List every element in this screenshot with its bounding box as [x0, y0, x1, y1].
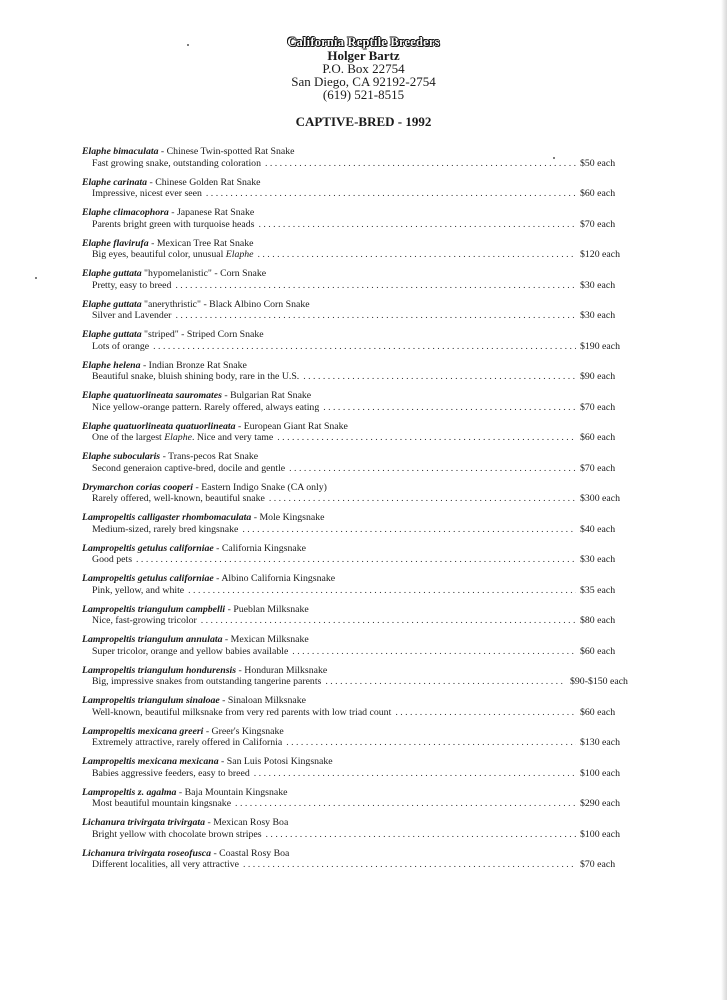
species-heading	[82, 329, 642, 341]
species-heading	[82, 360, 642, 372]
species-heading	[82, 695, 642, 707]
species-heading	[82, 512, 642, 524]
scientific-name: Elaphe helena	[82, 359, 141, 371]
common-name: - Japanese Rat Snake	[168, 207, 255, 218]
description-line	[82, 158, 642, 170]
species-heading	[82, 451, 642, 463]
scientific-name: Lichanura trivirgata trivirgata	[82, 817, 206, 828]
price: $50 each	[580, 157, 616, 169]
document-title: CAPTIVE-BRED - 1992	[295, 114, 432, 129]
species-heading	[82, 146, 642, 158]
description-line	[82, 432, 642, 444]
list-item	[82, 695, 642, 726]
description: Nice, fast-growing tricolor	[92, 615, 197, 626]
species-heading	[82, 665, 642, 677]
scientific-name: Elaphe subocularis	[82, 451, 161, 462]
list-item	[82, 390, 642, 421]
description-line	[82, 829, 642, 841]
description: Good pets	[92, 554, 133, 565]
description-line	[82, 707, 642, 719]
scientific-name: Lampropeltis mexicana greeri	[82, 725, 204, 737]
scientific-name: Elaphe flavirufa	[82, 237, 149, 249]
scientific-name: Lampropeltis triangulum sinaloae	[82, 695, 220, 706]
price: $100 each	[580, 828, 620, 840]
description-line	[82, 188, 642, 200]
common-name: - European Giant Rat Snake	[235, 420, 348, 432]
genus-emphasis: Elaphe	[225, 249, 254, 260]
common-name: - Honduran Milksnake	[236, 664, 328, 676]
list-item	[82, 451, 642, 482]
scientific-name: Lichanura trivirgata roseofusca	[82, 847, 212, 859]
dot-leader	[254, 768, 576, 780]
species-heading	[82, 848, 642, 860]
price: $190 each	[580, 340, 620, 352]
common-name: - Chinese Twin-spotted Rat Snake	[158, 146, 295, 157]
list-item	[82, 787, 642, 818]
list-item	[82, 604, 642, 635]
address-line-2: San Diego, CA 92192-2754	[291, 74, 436, 89]
description-line	[82, 798, 642, 810]
company-name: California Reptile Breeders	[287, 35, 440, 49]
species-heading	[82, 756, 642, 768]
description: Super tricolor, orange and yellow babies available	[92, 645, 289, 657]
list-item	[82, 146, 642, 177]
description: Different localities, all very attractive	[92, 859, 239, 870]
dot-leader	[235, 798, 576, 810]
scan-shadow-edge	[721, 0, 727, 1000]
price: $90 each	[580, 371, 616, 382]
common-name: - Trans-pecos Rat Snake	[160, 451, 259, 462]
description: Babies aggressive feeders, easy to breed	[92, 767, 250, 779]
scientific-name: Lampropeltis z. agalma	[82, 786, 177, 798]
common-name: "striped" - Striped Corn Snake	[141, 329, 264, 340]
description: Impressive, nicest ever seen	[92, 188, 202, 199]
dot-leader	[242, 524, 576, 536]
description-line	[82, 249, 642, 261]
description-line	[82, 280, 642, 292]
dot-leader	[303, 371, 576, 383]
dot-leader	[269, 493, 576, 505]
description-line	[82, 310, 642, 322]
scientific-name: Lampropeltis triangulum annulata	[82, 634, 223, 645]
species-heading	[82, 238, 642, 250]
scientific-name: Drymarchon corias cooperi	[82, 481, 194, 493]
list-item	[82, 238, 642, 269]
species-heading	[82, 543, 642, 555]
dot-leader	[153, 341, 576, 353]
description-line	[82, 615, 642, 627]
description-line	[82, 402, 642, 414]
phone-number: (619) 521-8515	[322, 87, 405, 102]
scientific-name: Lampropeltis getulus californiae	[82, 542, 214, 554]
scientific-name: Elaphe guttata	[82, 298, 142, 310]
common-name: - Indian Bronze Rat Snake	[140, 359, 247, 371]
price: $130 each	[580, 737, 620, 748]
dot-leader	[292, 646, 576, 658]
common-name: - Chinese Golden Rat Snake	[147, 176, 261, 188]
price: $60 each	[580, 706, 616, 718]
snake-price-list	[82, 146, 642, 878]
species-heading	[82, 268, 642, 280]
description: Extremely attractive, rarely offered in California	[92, 737, 283, 748]
price: $100 each	[580, 767, 620, 779]
owner-name: Holger Bartz	[327, 48, 400, 63]
species-heading	[82, 299, 642, 311]
list-item	[82, 817, 642, 848]
scientific-name: Elaphe climacophora	[82, 207, 169, 218]
common-name: - Mexican Milksnake	[222, 634, 309, 645]
paper-speck	[35, 277, 37, 279]
common-name: - Eastern Indigo Snake (CA only)	[193, 481, 327, 493]
common-name: - California Kingsnake	[213, 542, 306, 554]
species-heading	[82, 817, 642, 829]
list-item	[82, 665, 642, 696]
list-item	[82, 756, 642, 787]
price: $60 each	[580, 645, 616, 657]
common-name: - Coastal Rosy Boa	[211, 847, 290, 859]
common-name: - Mexican Tree Rat Snake	[148, 237, 254, 249]
letterhead	[0, 36, 727, 101]
address-line-1: P.O. Box 22754	[322, 61, 405, 76]
description: Beautiful snake, bluish shining body, rare in the U.S.	[92, 371, 300, 382]
description-line	[82, 859, 642, 871]
dot-leader	[206, 188, 576, 200]
list-item	[82, 726, 642, 757]
description: Big eyes, beautiful color, unusual Elaphe	[92, 249, 254, 260]
description-line	[82, 585, 642, 597]
description-line	[82, 219, 642, 231]
scientific-name: Elaphe carinata	[82, 176, 148, 188]
common-name: - Bulgarian Rat Snake	[221, 390, 312, 401]
list-item	[82, 482, 642, 513]
list-item	[82, 207, 642, 238]
description-line	[82, 493, 642, 505]
scientific-name: Lampropeltis getulus californiae	[82, 573, 214, 584]
list-item	[82, 634, 642, 665]
description-line	[82, 524, 642, 536]
price: $60 each	[580, 432, 616, 443]
description-line	[82, 371, 642, 383]
price: $80 each	[580, 615, 616, 626]
description: Second generaion captive-bred, docile and gentle	[92, 462, 286, 474]
description-line	[82, 676, 642, 688]
dot-leader	[395, 707, 576, 719]
common-name: - Pueblan Milksnake	[225, 603, 309, 615]
dot-leader	[201, 615, 576, 627]
description: Pink, yellow, and white	[92, 584, 185, 596]
common-name: - Baja Mountain Kingsnake	[176, 786, 288, 798]
description: Well-known, beautiful milksnake from very red parents with low triad count	[92, 706, 392, 718]
dot-leader	[136, 554, 576, 566]
scientific-name: Elaphe bimaculata	[82, 146, 159, 157]
species-heading	[82, 726, 642, 738]
price: $30 each	[580, 310, 616, 321]
price: $70 each	[580, 218, 616, 230]
species-heading	[82, 604, 642, 616]
list-item	[82, 268, 642, 299]
species-heading	[82, 573, 642, 585]
list-item	[82, 329, 642, 360]
common-name: - Mexican Rosy Boa	[205, 817, 289, 828]
price: $300 each	[580, 493, 620, 504]
scientific-name: Lampropeltis triangulum campbelli	[82, 603, 226, 615]
species-heading	[82, 207, 642, 219]
dot-leader	[258, 219, 576, 231]
scientific-name: Lampropeltis triangulum hondurensis	[82, 664, 237, 676]
dot-leader	[265, 158, 576, 170]
species-heading	[82, 482, 642, 494]
dot-leader	[323, 402, 576, 414]
description: Lots of orange	[92, 340, 150, 352]
species-heading	[82, 177, 642, 189]
price: $90-$150 each	[570, 676, 628, 687]
description-line	[82, 646, 642, 658]
species-heading	[82, 634, 642, 646]
description: One of the largest Elaphe. Nice and very tame	[92, 432, 274, 443]
scientific-name: Elaphe guttata	[82, 329, 142, 340]
description-line	[82, 768, 642, 780]
description: Medium-sized, rarely bred kingsnake	[92, 523, 239, 535]
description-line	[82, 463, 642, 475]
common-name: "anerythristic" - Black Albino Corn Snake	[141, 298, 310, 310]
scientific-name: Lampropeltis calligaster rhombomaculata	[82, 512, 252, 523]
description: Parents bright green with turquoise heads	[92, 218, 255, 230]
description: Pretty, easy to breed	[92, 279, 172, 291]
common-name: - San Luis Potosi Kingsnake	[218, 756, 333, 767]
description: Rarely offered, well-known, beautiful snake	[92, 493, 265, 504]
dot-leader	[325, 676, 566, 688]
list-item	[82, 512, 642, 543]
dot-leader	[266, 829, 576, 841]
scientific-name: Lampropeltis mexicana mexicana	[82, 756, 219, 767]
list-item	[82, 177, 642, 208]
dot-leader	[289, 463, 576, 475]
list-item	[82, 543, 642, 574]
species-heading	[82, 390, 642, 402]
dot-leader	[175, 310, 576, 322]
dot-leader	[243, 859, 576, 871]
description: Most beautiful mountain kingsnake	[92, 798, 232, 809]
species-heading	[82, 421, 642, 433]
dot-leader	[277, 432, 576, 444]
description: Nice yellow-orange pattern. Rarely offered, always eating	[92, 401, 320, 413]
common-name: - Albino California Kingsnake	[213, 573, 336, 584]
description: Fast growing snake, outstanding coloration	[92, 157, 261, 169]
list-item	[82, 848, 642, 879]
price: $70 each	[580, 859, 616, 870]
description-line	[82, 341, 642, 353]
scientific-name: Elaphe quatuorlineata sauromates	[82, 390, 222, 401]
description: Big, impressive snakes from outstanding tangerine parents	[92, 676, 322, 687]
list-item	[82, 360, 642, 391]
price: $60 each	[580, 188, 616, 199]
list-item	[82, 421, 642, 452]
common-name: - Greer's Kingsnake	[203, 725, 284, 737]
common-name: - Mole Kingsnake	[251, 512, 325, 523]
description: Silver and Lavender	[92, 310, 172, 321]
price: $70 each	[580, 401, 616, 413]
list-item	[82, 299, 642, 330]
price: $290 each	[580, 798, 620, 809]
scientific-name: Elaphe guttata	[82, 268, 142, 279]
description-line	[82, 737, 642, 749]
description-line	[82, 554, 642, 566]
dot-leader	[258, 249, 577, 261]
dot-leader	[188, 585, 576, 597]
scientific-name: Elaphe quatuorlineata quatuorlineata	[82, 420, 236, 432]
price: $120 each	[580, 249, 620, 260]
list-item	[82, 573, 642, 604]
common-name: "hypomelanistic" - Corn Snake	[141, 268, 267, 279]
dot-leader	[286, 737, 576, 749]
species-heading	[82, 787, 642, 799]
price: $40 each	[580, 523, 616, 535]
price: $35 each	[580, 584, 616, 596]
description: Bright yellow with chocolate brown stripes	[92, 828, 262, 840]
common-name: - Sinaloan Milksnake	[219, 695, 306, 706]
price: $70 each	[580, 462, 616, 474]
dot-leader	[175, 280, 576, 292]
price: $30 each	[580, 279, 616, 291]
genus-emphasis: Elaphe	[164, 432, 192, 443]
price: $30 each	[580, 554, 616, 565]
